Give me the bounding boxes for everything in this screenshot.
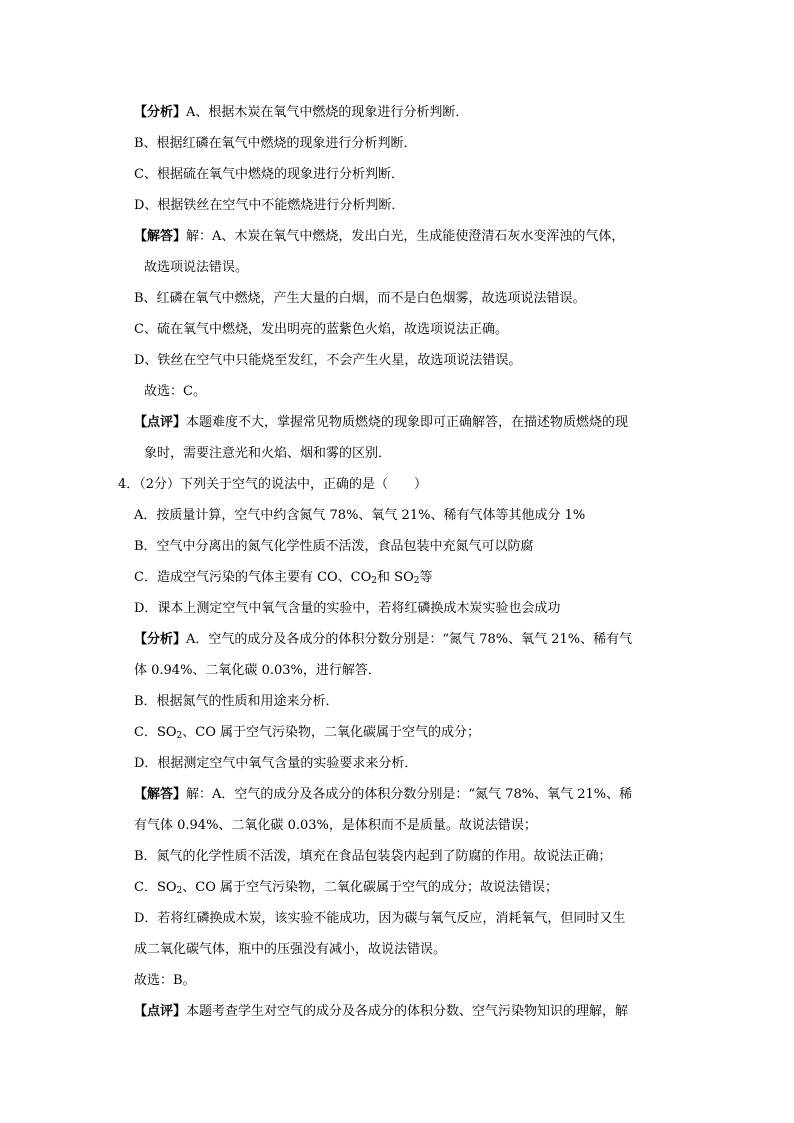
q4-answer-a2: 有气体 0.94%、二氧化碳 0.03%，是体积而不是质量。故说法错误； bbox=[134, 818, 537, 833]
q3-analysis-b: B、根据红磷在氧气中燃烧的现象进行分析判断． bbox=[134, 136, 417, 151]
q4-option-d: D．课本上测定空气中氧气含量的实验中，若将红磷换成木炭实验也会成功 bbox=[134, 601, 561, 616]
q4-option-a: A．按质量计算，空气中约含氮气 78%、氧气 21%、稀有气体等其他成分 1% bbox=[134, 508, 586, 523]
analysis-tag: 【分析】 bbox=[134, 105, 187, 120]
q4-answer-choice: 故选：B。 bbox=[134, 973, 196, 988]
q3-analysis-c: C、根据硫在氧气中燃烧的现象进行分析判断． bbox=[134, 167, 404, 182]
q3-analysis-d: D、根据铁丝在空气中不能燃烧进行分析判断． bbox=[134, 198, 405, 213]
q4-analysis-c: C．$SO_2$、CO 属于空气污染物，二氧化碳属于空气的成分； bbox=[134, 725, 480, 741]
q3-analysis-a: 【分析】A、根据木炭在氧气中燃烧的现象进行分析判断． bbox=[134, 105, 469, 120]
q4-answer-d1: D．若将红磷换成木炭，该实验不能成功，因为碳与氧气反应，消耗氧气，但同时又生 bbox=[134, 911, 626, 926]
answer-tag: 【解答】 bbox=[134, 229, 187, 244]
q3-answer-d: D、铁丝在空气中只能烧至发红，不会产生火星，故选项说法错误。 bbox=[134, 353, 522, 368]
q3-answer-a2: 故选项说法错误。 bbox=[144, 260, 249, 275]
q4-answer-b: B．氮气的化学性质不活泼，填充在食品包装袋内起到了防腐的作用。故说法正确； bbox=[134, 849, 612, 864]
comment-tag: 【点评】 bbox=[134, 1004, 187, 1019]
q4-analysis-b: B．根据氮气的性质和用途来分析． bbox=[134, 694, 339, 709]
q3-comment-l1: 【点评】本题难度不大，掌握常见物质燃烧的现象即可正确解答，在描述物质燃烧的现 bbox=[134, 415, 629, 430]
q3-answer-choice: 故选：C。 bbox=[144, 384, 206, 399]
q4-option-b: B．空气中分离出的氮气化学性质不活泼，食品包装中充氮气可以防腐 bbox=[134, 539, 534, 554]
q4-answer-c: C．$SO_2$、CO 属于空气污染物，二氧化碳属于空气的成分；故说法错误； bbox=[134, 880, 558, 896]
q4-answer-d2: 成二氧化碳气体，瓶中的压强没有减小，故说法错误。 bbox=[134, 942, 447, 957]
q3-comment-l2: 象时，需要注意光和火焰、烟和雾的区别． bbox=[144, 446, 392, 461]
q4-option-c: C．造成空气污染的气体主要有 CO、$CO_2$和 $SO_2$等 bbox=[134, 570, 433, 586]
q3-answer-a1: 【解答】解：A、木炭在氧气中燃烧，发出白光，生成能使澄清石灰水变浑浊的气体， bbox=[134, 229, 625, 244]
q3-answer-b: B、红磷在氧气中燃烧，产生大量的白烟，而不是白色烟雾，故选项说法错误。 bbox=[134, 291, 586, 306]
comment-tag: 【点评】 bbox=[134, 415, 187, 430]
analysis-tag: 【分析】 bbox=[134, 632, 187, 647]
q4-comment-l1: 【点评】本题考查学生对空气的成分及各成分的体积分数、空气污染物知识的理解，解 bbox=[134, 1004, 629, 1019]
q4-answer-a1: 【解答】解：A．空气的成分及各成分的体积分数分别是：“氮气 78%、氧气 21%、稀 bbox=[134, 787, 633, 802]
q4-analysis-d: D．根据测定空气中氧气含量的实验要求来分析． bbox=[134, 756, 418, 771]
q4-stem: 4．（2分）下列关于空气的说法中，正确的是（ ） bbox=[118, 477, 428, 492]
q4-analysis-a2: 体 0.94%、二氧化碳 0.03%，进行解答． bbox=[134, 663, 381, 678]
q3-answer-c: C、硫在氧气中燃烧，发出明亮的蓝紫色火焰，故选项说法正确。 bbox=[134, 322, 508, 337]
q4-analysis-a1: 【分析】A．空气的成分及各成分的体积分数分别是：“氮气 78%、氧气 21%、稀有气 bbox=[134, 632, 633, 647]
answer-tag: 【解答】 bbox=[134, 787, 187, 802]
